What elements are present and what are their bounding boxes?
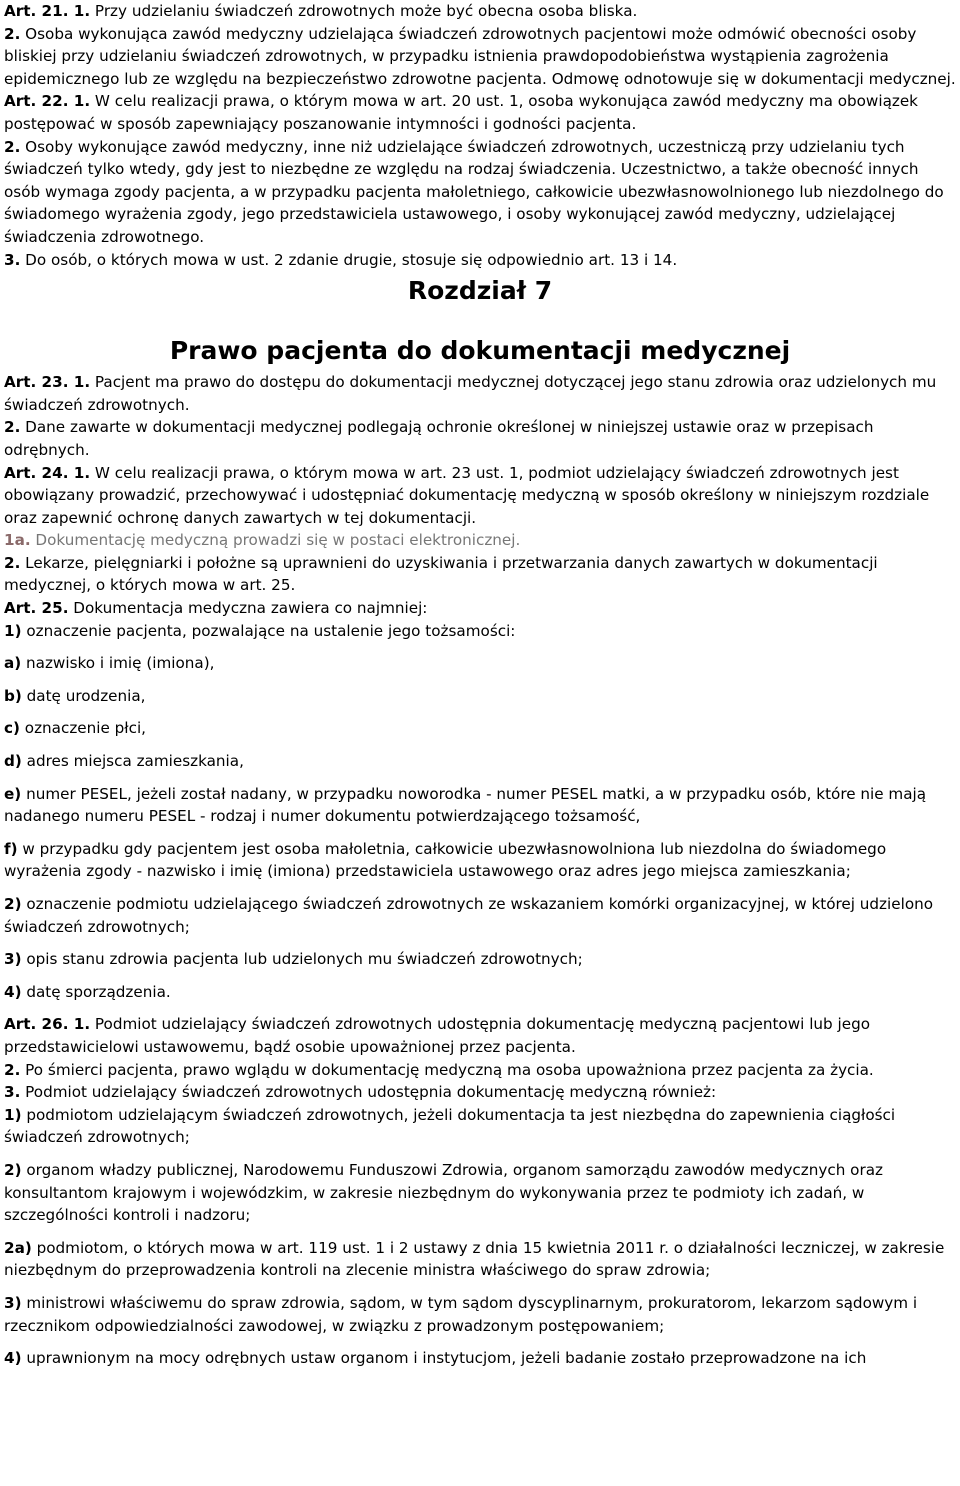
article-paragraph <box>4 462 956 530</box>
article-paragraph <box>4 652 956 675</box>
article-paragraph <box>4 838 956 883</box>
article-paragraph <box>4 90 956 135</box>
article-number: 1) <box>4 621 22 640</box>
paragraph-gap <box>4 938 956 948</box>
article-paragraph <box>4 371 956 416</box>
article-text: Po śmierci pacjenta, prawo wglądu w dokumentację medyczną ma osoba upoważniona przez pacjenta za życia. <box>20 1060 874 1079</box>
article-text: adres miejsca zamieszkania, <box>21 752 244 771</box>
article-number: 2. <box>4 1060 21 1079</box>
article-number: 2. <box>4 418 21 437</box>
article-number: 3) <box>4 1293 22 1312</box>
article-paragraph <box>4 948 956 971</box>
paragraph-gap <box>4 971 956 981</box>
article-text: oznaczenie płci, <box>19 719 147 738</box>
article-text: Podmiot udzielający świadczeń zdrowotnych udostępnia dokumentację medyczną również: <box>20 1083 717 1102</box>
article-number: 2. <box>4 137 21 156</box>
article-text: ministrowi właściwemu do spraw zdrowia, sądom, w tym sądom dyscyplinarnym, prokuratorom, lekarzom sądowym i rzecznikom odpowiedzialności zawodowej, w związku z prowadzonym postępowaniem; <box>4 1293 918 1335</box>
paragraph-gap <box>4 740 956 750</box>
article-number: 2) <box>4 1160 22 1179</box>
paragraph-gap <box>4 1337 956 1347</box>
article-number: a) <box>4 654 22 673</box>
article-text: Do osób, o których mowa w ust. 2 zdanie drugie, stosuje się odpowiednio art. 13 i 14. <box>20 250 678 269</box>
article-paragraph <box>4 136 956 249</box>
article-paragraph <box>4 717 956 740</box>
article-number: Art. 21. 1. <box>4 2 91 20</box>
article-number: Art. 26. 1. <box>4 1015 91 1034</box>
article-number: Art. 25. <box>4 599 69 618</box>
article-number: Art. 22. 1. <box>4 92 91 111</box>
article-number: e) <box>4 784 22 803</box>
paragraph-gap <box>4 828 956 838</box>
article-text: organom władzy publicznej, Narodowemu Funduszowi Zdrowia, organom samorządu zawodów medycznych oraz konsultantom krajowym i wojewódzkim, w zakresie niezbędnym do wykonywania przez te podmioty ich zadań, w szczególności kontroli i nadzoru; <box>4 1160 883 1225</box>
article-paragraph <box>4 416 956 461</box>
article-number: 2. <box>4 24 21 43</box>
article-number: 4) <box>4 1349 22 1368</box>
article-text: W celu realizacji prawa, o którym mowa w art. 20 ust. 1, osoba wykonująca zawód medyczny ma obowiązek postępować w sposób zapewniający poszanowanie intymności i godności pacjenta. <box>4 92 918 133</box>
paragraph-gap <box>4 675 956 685</box>
article-text: datę urodzenia, <box>21 686 146 705</box>
article-paragraph <box>4 1237 956 1282</box>
article-text: nazwisko i imię (imiona), <box>21 654 215 673</box>
article-text: podmiotom, o których mowa w art. 119 ust. 1 i 2 ustawy z dnia 15 kwietnia 2011 r. o działalności leczniczej, w zakresie niezbędnym do przeprowadzenia kontroli na zlecenie ministra właściwego do spraw zdrowia; <box>4 1238 945 1280</box>
article-text: Osoby wykonujące zawód medyczny, inne niż udzielające świadczeń zdrowotnych, uczestniczą przy udzielaniu tych świadczeń tylko wtedy, gdy jest to niezbędne ze względu na rodzaj świadczenia. Uczestnictwo, a także obecność innych osób wymaga zgody pacjenta, a w przypadku pacjenta małoletniego, całkowicie ubezwłasnowolnionego lub niezdolnego do świadomego wyrażenia zgody, jego przedstawiciela ustawowego, i osoby wykonującej zawód medyczny, udzielającej świadczenia zdrowotnego. <box>4 137 944 246</box>
article-number: 2) <box>4 895 22 913</box>
article-number: c) <box>4 719 20 738</box>
article-text: Dokumentację medyczną prowadzi się w postaci elektronicznej. <box>30 531 521 550</box>
article-paragraph <box>4 529 956 552</box>
article-number: Art. 23. 1. <box>4 373 91 392</box>
article-number: 1a. <box>4 531 31 550</box>
article-paragraph <box>4 981 956 1004</box>
paragraph-gap <box>4 773 956 783</box>
paragraph-gap <box>4 1227 956 1237</box>
article-paragraph <box>4 1347 956 1370</box>
article-paragraph <box>4 685 956 708</box>
article-number: Art. 24. 1. <box>4 463 91 482</box>
article-text: Pacjent ma prawo do dostępu do dokumentacji medycznej dotyczącej jego stanu zdrowia oraz udzielonych mu świadczeń zdrowotnych. <box>4 373 937 414</box>
article-number: 2a) <box>4 1238 32 1257</box>
article-text: podmiotom udzielającym świadczeń zdrowotnych, jeżeli dokumentacja ta jest niezbędna do zapewnienia ciągłości świadczeń zdrowotnych; <box>4 1105 896 1147</box>
article-text: oznaczenie pacjenta, pozwalające na ustalenie jego tożsamości: <box>21 621 516 640</box>
article-text: Dane zawarte w dokumentacji medycznej podlegają ochronie określonej w niniejszej ustawie oraz w przepisach odrębnych. <box>4 418 874 459</box>
article-paragraph <box>4 0 956 23</box>
article-paragraph <box>4 893 956 938</box>
article-paragraph <box>4 620 956 643</box>
paragraph-gap <box>4 883 956 893</box>
article-text: Lekarze, pielęgniarki i położne są uprawnieni do uzyskiwania i przetwarzania danych zawartych w dokumentacji medycznej, o których mowa w art. 25. <box>4 553 878 595</box>
article-paragraph <box>4 1013 956 1058</box>
article-paragraph <box>4 1159 956 1227</box>
article-paragraph <box>4 783 956 828</box>
article-text: Podmiot udzielający świadczeń zdrowotnych udostępnia dokumentację medyczną pacjentowi lub jego przedstawicielowi ustawowemu, bądź osobie upoważnionej przez pacjenta. <box>4 1015 871 1056</box>
article-paragraph <box>4 249 956 272</box>
paragraph-gap <box>4 642 956 652</box>
paragraph-gap <box>4 1282 956 1292</box>
article-text: Osoba wykonująca zawód medyczny udzielająca świadczeń zdrowotnych pacjentowi może odmówić obecności osoby bliskiej przy udzielaniu świadczeń zdrowotnych, w przypadku istnienia prawdopodobieństwa wystąpienia zagrożenia epidemicznego lub ze względu na bezpieczeństwo zdrowotne pacjenta. Odmowę odnotowuje się w dokumentacji medycznej. <box>4 24 956 88</box>
article-text: numer PESEL, jeżeli został nadany, w przypadku noworodka - numer PESEL matki, a w przypadku osób, które nie mają nadanego numeru PESEL - rodzaj i numer dokumentu potwierdzającego tożsamość, <box>4 784 927 826</box>
article-number: 1) <box>4 1105 22 1124</box>
article-paragraph <box>4 750 956 773</box>
paragraph-gap <box>4 707 956 717</box>
article-text: Dokumentacja medyczna zawiera co najmniej: <box>68 599 428 618</box>
article-text: opis stanu zdrowia pacjenta lub udzielonych mu świadczeń zdrowotnych; <box>21 950 583 969</box>
article-text: Przy udzielaniu świadczeń zdrowotnych może być obecna osoba bliska. <box>90 2 638 20</box>
chapter-heading: Prawo pacjenta do dokumentacji medycznej <box>169 336 791 366</box>
article-paragraph <box>4 597 956 620</box>
heading-spacer <box>4 311 956 331</box>
paragraph-gap <box>4 1149 956 1159</box>
article-text: w przypadku gdy pacjentem jest osoba małoletnia, całkowicie ubezwłasnowolniona lub niezdolna do świadomego wyrażenia zgody - nazwisko i imię (imiona) przedstawiciela ustawowego oraz adres jego miejsca zamieszkania; <box>4 839 887 881</box>
article-paragraph <box>4 23 956 91</box>
chapter-heading: Rozdział 7 <box>407 276 553 306</box>
article-number: 3. <box>4 1083 21 1102</box>
article-paragraph <box>4 552 956 597</box>
article-text: oznaczenie podmiotu udzielającego świadczeń zdrowotnych ze wskazaniem komórki organizacyjnej, w której udzielono świadczeń zdrowotnych; <box>4 895 934 936</box>
article-paragraph <box>4 1292 956 1337</box>
article-number: 4) <box>4 982 22 1001</box>
article-number: 3. <box>4 250 21 269</box>
article-number: d) <box>4 752 22 771</box>
article-paragraph <box>4 1081 956 1104</box>
article-text: uprawnionym na mocy odrębnych ustaw organom i instytucjom, jeżeli badanie zostało przeprowadzone na ich <box>21 1349 867 1368</box>
article-text: W celu realizacji prawa, o którym mowa w art. 23 ust. 1, podmiot udzielający świadczeń zdrowotnych jest obowiązany prowadzić, przechowywać i udostępniać dokumentację medyczną w sposób określony w niniejszym rozdziale oraz zapewnić ochronę danych zawartych w tej dokumentacji. <box>4 463 930 527</box>
article-paragraph <box>4 1059 956 1082</box>
article-number: 2. <box>4 553 21 572</box>
article-text: datę sporządzenia. <box>21 982 171 1001</box>
article-paragraph <box>4 1104 956 1149</box>
article-number: 3) <box>4 950 22 969</box>
article-number: b) <box>4 686 22 705</box>
paragraph-gap <box>4 1003 956 1013</box>
article-number: f) <box>4 839 18 858</box>
